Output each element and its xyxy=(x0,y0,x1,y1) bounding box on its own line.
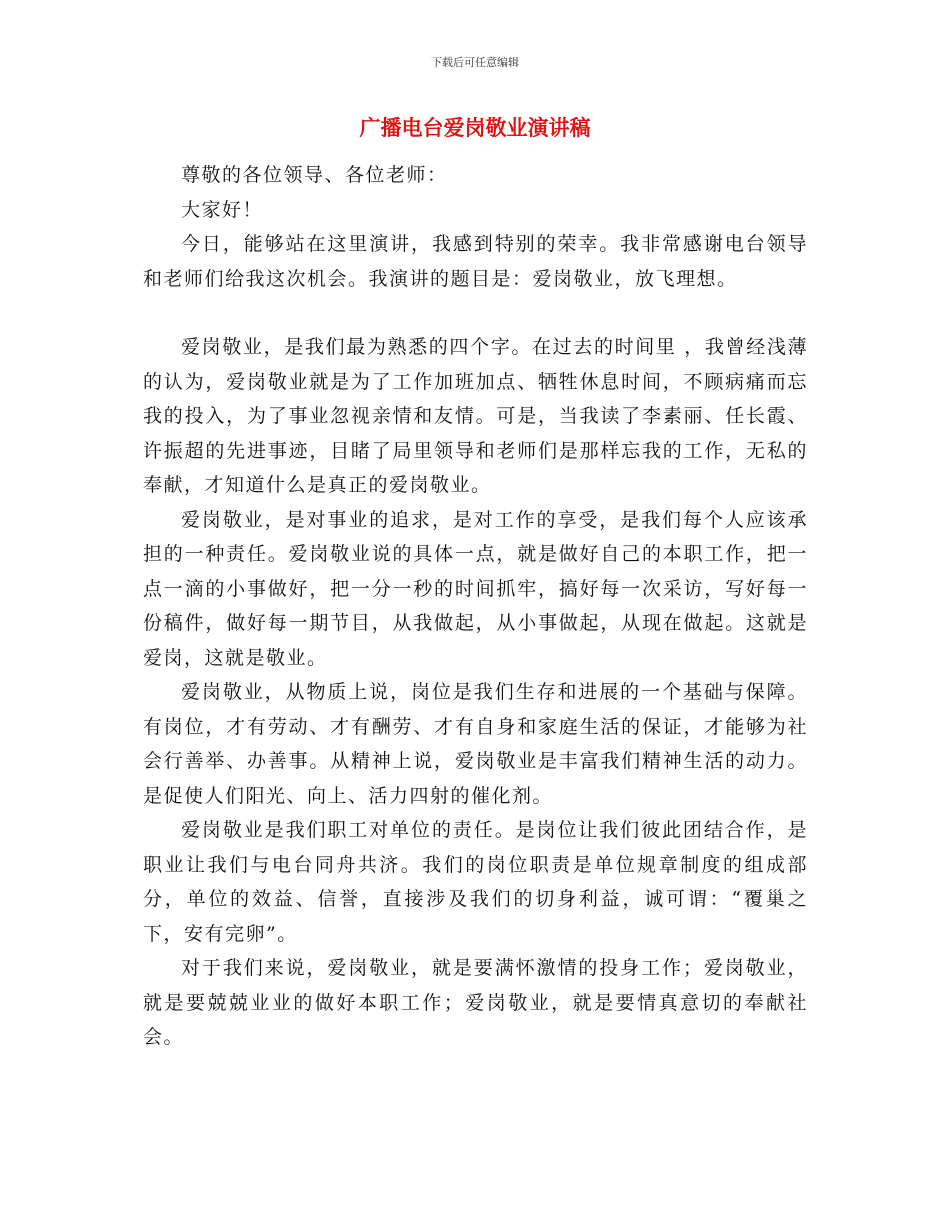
paragraph: 爱岗敬业是我们职工对单位的责任。是岗位让我们彼此团结合作，是职业让我们与电台同舟共济。我们的岗位职责是单位规章制度的组成部分，单位的效益、信誉，直接涉及我们的切身利益，诚可谓：“覆巢之下，安有完卵”。 xyxy=(143,819,808,945)
paragraph: 爱岗敬业，从物质上说，岗位是我们生存和进展的一个基础与保障。有岗位，才有劳动、才有酬劳、才有自身和家庭生活的保证，才能够为社会行善举、办善事。从精神上说，爱岗敬业是丰富我们精神生活的动力。是促使人们阳光、向上、活力四射的催化剂。 xyxy=(143,681,808,807)
paragraph: 爱岗敬业，是对事业的追求，是对工作的享受，是我们每个人应该承担的一种责任。爱岗敬业说的具体一点，就是做好自己的本职工作，把一点一滴的小事做好，把一分一秒的时间抓牢，搞好每一次采访，写好每一份稿件，做好每一期节目，从我做起，从小事做起，从现在做起。这就是爱岗，这就是敬业。 xyxy=(143,508,808,669)
header-note: 下载后可任意编辑 xyxy=(431,56,519,69)
paragraph-intro: 今日，能够站在这里演讲，我感到特别的荣幸。我非常感谢电台领导和老师们给我这次机会。我演讲的题目是：爱岗敬业，放飞理想。 xyxy=(143,233,808,290)
paragraph: 爱岗敬业，是我们最为熟悉的四个字。在过去的时间里 ，我曾经浅薄的认为，爱岗敬业就是为了工作加班加点、牺牲休息时间，不顾病痛而忘我的投入，为了事业忽视亲情和友情。可是，当我读了李素丽、任长霞、许振超的先进事迹，目睹了局里领导和老师们是那样忘我的工作，无私的奉献，才知道什么是真正的爱岗敬业。 xyxy=(143,336,808,496)
greeting: 大家好！ xyxy=(181,198,264,221)
document-title: 广播电台爱岗敬业演讲稿 xyxy=(359,116,591,140)
document-body xyxy=(143,158,808,1055)
salutation: 尊敬的各位领导、各位老师： xyxy=(181,164,448,186)
paragraph: 对于我们来说，爱岗敬业，就是要满怀激情的投身工作；爱岗敬业，就是要兢兢业业的做好本职工作；爱岗敬业，就是要情真意切的奉献社会。 xyxy=(143,957,808,1048)
